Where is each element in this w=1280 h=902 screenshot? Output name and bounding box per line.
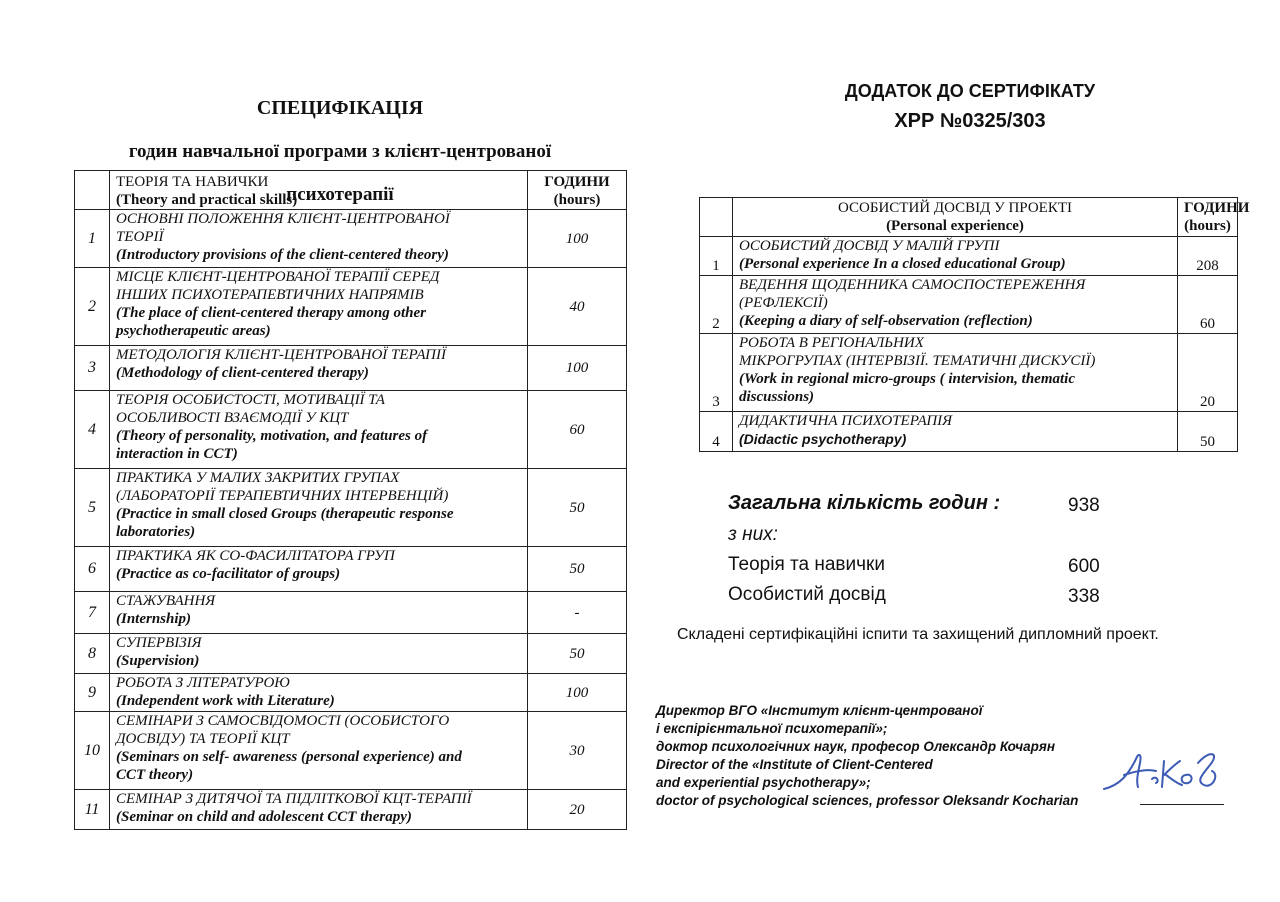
table-row bbox=[75, 674, 627, 712]
row-hours: 50 bbox=[528, 634, 627, 674]
row-number: 2 bbox=[75, 268, 110, 346]
row-topic bbox=[110, 210, 528, 268]
table-row bbox=[75, 547, 627, 592]
topic-en: (Keeping a diary of self-observation (reflection) bbox=[739, 313, 1033, 329]
header-hours-ua: ГОДИНИ bbox=[1184, 200, 1250, 216]
row-number: 4 bbox=[75, 391, 110, 469]
header-topic-cell bbox=[110, 171, 528, 210]
specification-title: СПЕЦИФІКАЦІЯ bbox=[256, 97, 424, 119]
director-line-2: і експірієнтальної психотерапії»; bbox=[656, 721, 888, 736]
row-hours: 30 bbox=[528, 712, 627, 790]
certificate-number: ХРР №0325/303 bbox=[894, 110, 1046, 132]
header-topic-cell bbox=[733, 198, 1178, 237]
header-topic-ua: ТЕОРІЯ ТА НАВИЧКИ bbox=[116, 174, 269, 190]
topic-ua: РОБОТА З ЛІТЕРАТУРОЮ bbox=[116, 675, 290, 691]
header-hours-ua: ГОДИНИ bbox=[544, 174, 610, 190]
personal-hours-label: Особистий досвід bbox=[728, 584, 886, 605]
signature-strokes bbox=[1104, 754, 1215, 789]
row-hours: 100 bbox=[528, 674, 627, 712]
table-row bbox=[700, 412, 1238, 452]
row-number: 8 bbox=[75, 634, 110, 674]
row-hours: 50 bbox=[1178, 412, 1238, 452]
header-topic-en: (Personal experience) bbox=[886, 218, 1024, 234]
table-row bbox=[75, 391, 627, 469]
topic-en: (Theory of personality, motivation, and features of interaction in CCT) bbox=[116, 428, 428, 462]
total-hours-value: 938 bbox=[1068, 495, 1100, 516]
topic-ua: ОСНОВНІ ПОЛОЖЕННЯ КЛІЄНТ-ЦЕНТРОВАНОЇ ТЕОРІЇ bbox=[116, 211, 450, 245]
topic-en: (Practice in small closed Groups (therapeutic response laboratories) bbox=[116, 506, 454, 540]
topic-en: (Didactic psychotherapy) bbox=[739, 431, 907, 447]
header-topic-en: (Theory and practical skills) bbox=[116, 192, 298, 208]
row-topic bbox=[733, 334, 1178, 412]
row-hours: 20 bbox=[528, 790, 627, 830]
row-topic bbox=[110, 634, 528, 674]
topic-ua: РОБОТА В РЕГІОНАЛЬНИХ МІКРОГРУПАХ (ІНТЕРВІЗІЇ. ТЕМАТИЧНІ ДИСКУСІЇ) bbox=[739, 335, 1096, 369]
certificate-appendix-title bbox=[750, 76, 1190, 136]
row-number: 1 bbox=[75, 210, 110, 268]
row-number: 1 bbox=[700, 237, 733, 276]
row-topic bbox=[733, 237, 1178, 276]
topic-en: (Internship) bbox=[116, 611, 192, 627]
topic-ua: СТАЖУВАННЯ bbox=[116, 593, 216, 609]
signature-line bbox=[1140, 804, 1224, 805]
row-topic bbox=[110, 790, 528, 830]
table-row bbox=[700, 334, 1238, 412]
row-hours: 20 bbox=[1178, 334, 1238, 412]
row-topic bbox=[110, 592, 528, 634]
table-row bbox=[75, 712, 627, 790]
row-hours: 208 bbox=[1178, 237, 1238, 276]
row-number: 4 bbox=[700, 412, 733, 452]
personal-experience-table bbox=[699, 197, 1250, 452]
table-row bbox=[700, 276, 1238, 334]
topic-ua: ПРАКТИКА У МАЛИХ ЗАКРИТИХ ГРУПАХ (ЛАБОРАТОРІЇ ТЕРАПЕВТИЧНИХ ІНТЕРВЕНЦІЙ) bbox=[116, 470, 449, 504]
header-hours-cell bbox=[1178, 198, 1250, 237]
topic-ua: ДИДАКТИЧНА ПСИХОТЕРАПІЯ bbox=[739, 413, 953, 429]
header-num-cell bbox=[700, 198, 733, 237]
total-hours-label: Загальна кількість годин : bbox=[728, 492, 1001, 514]
row-number: 10 bbox=[75, 712, 110, 790]
row-number: 3 bbox=[700, 334, 733, 412]
topic-ua: СЕМІНАРИ З САМОСВІДОМОСТІ (ОСОБИСТОГО ДОСВІДУ) ТА ТЕОРІЇ КЦТ bbox=[116, 713, 450, 747]
specification-subtitle-line1: годин навчальної програми з клієнт-центрованої bbox=[128, 141, 552, 162]
table-row bbox=[75, 210, 627, 268]
director-line-3: доктор психологічних наук, професор Олександр Кочарян bbox=[656, 739, 1055, 754]
theory-hours-table bbox=[74, 170, 627, 830]
row-hours: 50 bbox=[528, 469, 627, 547]
topic-ua: МІСЦЕ КЛІЄНТ-ЦЕНТРОВАНОЇ ТЕРАПІЇ СЕРЕД ІНШИХ ПСИХОТЕРАПЕВТИЧНИХ НАПРЯМІВ bbox=[116, 269, 440, 303]
row-hours: 50 bbox=[528, 547, 627, 592]
topic-en: (Work in regional micro-groups ( intervision, thematic discussions) bbox=[739, 371, 1075, 405]
director-line-1: Директор ВГО «Інститут клієнт-центрованої bbox=[656, 703, 983, 718]
table-row bbox=[75, 268, 627, 346]
row-hours: 100 bbox=[528, 210, 627, 268]
topic-ua: ТЕОРІЯ ОСОБИСТОСТІ, МОТИВАЦІЇ ТА ОСОБЛИВОСТІ ВЗАЄМОДІЇ У КЦТ bbox=[116, 392, 385, 426]
row-topic bbox=[110, 547, 528, 592]
row-number: 11 bbox=[75, 790, 110, 830]
signature-stroke bbox=[1182, 775, 1192, 784]
row-topic bbox=[733, 276, 1178, 334]
personal-hours-value: 338 bbox=[1068, 586, 1100, 607]
row-number: 2 bbox=[700, 276, 733, 334]
table-row bbox=[75, 790, 627, 830]
row-hours: - bbox=[528, 592, 627, 634]
topic-en: (The place of client-centered therapy among other psychotherapeutic areas) bbox=[116, 305, 426, 339]
row-number: 7 bbox=[75, 592, 110, 634]
header-hours-en: (hours) bbox=[1184, 218, 1231, 234]
topic-ua: ОСОБИСТИЙ ДОСВІД У МАЛІЙ ГРУПІ bbox=[739, 238, 1000, 254]
row-number: 9 bbox=[75, 674, 110, 712]
topic-ua: СЕМІНАР З ДИТЯЧОЇ ТА ПІДЛІТКОВОЇ КЦТ-ТЕРАПІЇ bbox=[116, 791, 472, 807]
appendix-title: ДОДАТОК ДО СЕРТИФІКАТУ bbox=[844, 81, 1096, 101]
of-them-label: з них: bbox=[728, 524, 778, 545]
table-header-row bbox=[75, 171, 627, 210]
director-line-6: doctor of psychological sciences, professor Oleksandr Kocharian bbox=[656, 793, 1079, 808]
row-hours: 60 bbox=[528, 391, 627, 469]
signature-stroke bbox=[1152, 778, 1158, 783]
handwritten-signature bbox=[1100, 745, 1230, 807]
row-topic bbox=[110, 469, 528, 547]
row-topic bbox=[110, 391, 528, 469]
topic-en: (Introductory provisions of the client-centered theory) bbox=[116, 247, 449, 263]
topic-ua: ВЕДЕННЯ ЩОДЕННИКА САМОСПОСТЕРЕЖЕННЯ (РЕФЛЕКСІЇ) bbox=[739, 277, 1086, 311]
header-hours-cell bbox=[528, 171, 627, 210]
row-number: 5 bbox=[75, 469, 110, 547]
row-hours: 60 bbox=[1178, 276, 1238, 334]
director-line-5: and experiential psychotherapy»; bbox=[656, 775, 871, 790]
topic-ua: СУПЕРВІЗІЯ bbox=[116, 635, 202, 651]
signature-stroke bbox=[1198, 754, 1215, 786]
topic-ua: МЕТОДОЛОГІЯ КЛІЄНТ-ЦЕНТРОВАНОЇ ТЕРАПІЇ bbox=[116, 347, 446, 363]
topic-en: (Methodology of client-centered therapy) bbox=[116, 365, 369, 381]
row-hours: 100 bbox=[528, 346, 627, 391]
signature-stroke bbox=[1162, 761, 1182, 787]
specification-subtitle-line2: психотерапії bbox=[286, 184, 394, 205]
row-number: 6 bbox=[75, 547, 110, 592]
table-row bbox=[75, 592, 627, 634]
topic-en: (Seminars on self- awareness (personal experience) and CCT theory) bbox=[116, 749, 462, 783]
topic-en: (Independent work with Literature) bbox=[116, 693, 335, 709]
row-topic bbox=[110, 674, 528, 712]
director-line-4: Director of the «Institute of Client-Centered bbox=[656, 757, 933, 772]
theory-hours-value: 600 bbox=[1068, 556, 1100, 577]
topic-en: (Seminar on child and adolescent CCT therapy) bbox=[116, 809, 412, 825]
topic-en: (Supervision) bbox=[116, 653, 200, 669]
table-row bbox=[75, 346, 627, 391]
header-hours-en: (hours) bbox=[553, 192, 601, 208]
row-topic bbox=[110, 268, 528, 346]
row-topic bbox=[110, 346, 528, 391]
table-header-row bbox=[700, 198, 1238, 237]
row-number: 3 bbox=[75, 346, 110, 391]
topic-en: (Personal experience In a closed educational Group) bbox=[739, 256, 1066, 272]
row-hours: 40 bbox=[528, 268, 627, 346]
header-topic-ua: ОСОБИСТИЙ ДОСВІД У ПРОЕКТІ bbox=[837, 200, 1072, 216]
header-num-cell bbox=[75, 171, 110, 210]
table-row bbox=[75, 469, 627, 547]
theory-hours-label: Теорія та навички bbox=[728, 554, 885, 575]
topic-ua: ПРАКТИКА ЯК СО-ФАСИЛІТАТОРА ГРУП bbox=[116, 548, 395, 564]
exam-note: Складені сертифікаційні іспити та захищений дипломний проект. bbox=[677, 626, 1159, 643]
table-row bbox=[75, 634, 627, 674]
row-topic bbox=[733, 412, 1178, 452]
table-row bbox=[700, 237, 1238, 276]
topic-en: (Practice as co-facilitator of groups) bbox=[116, 566, 341, 582]
row-topic bbox=[110, 712, 528, 790]
